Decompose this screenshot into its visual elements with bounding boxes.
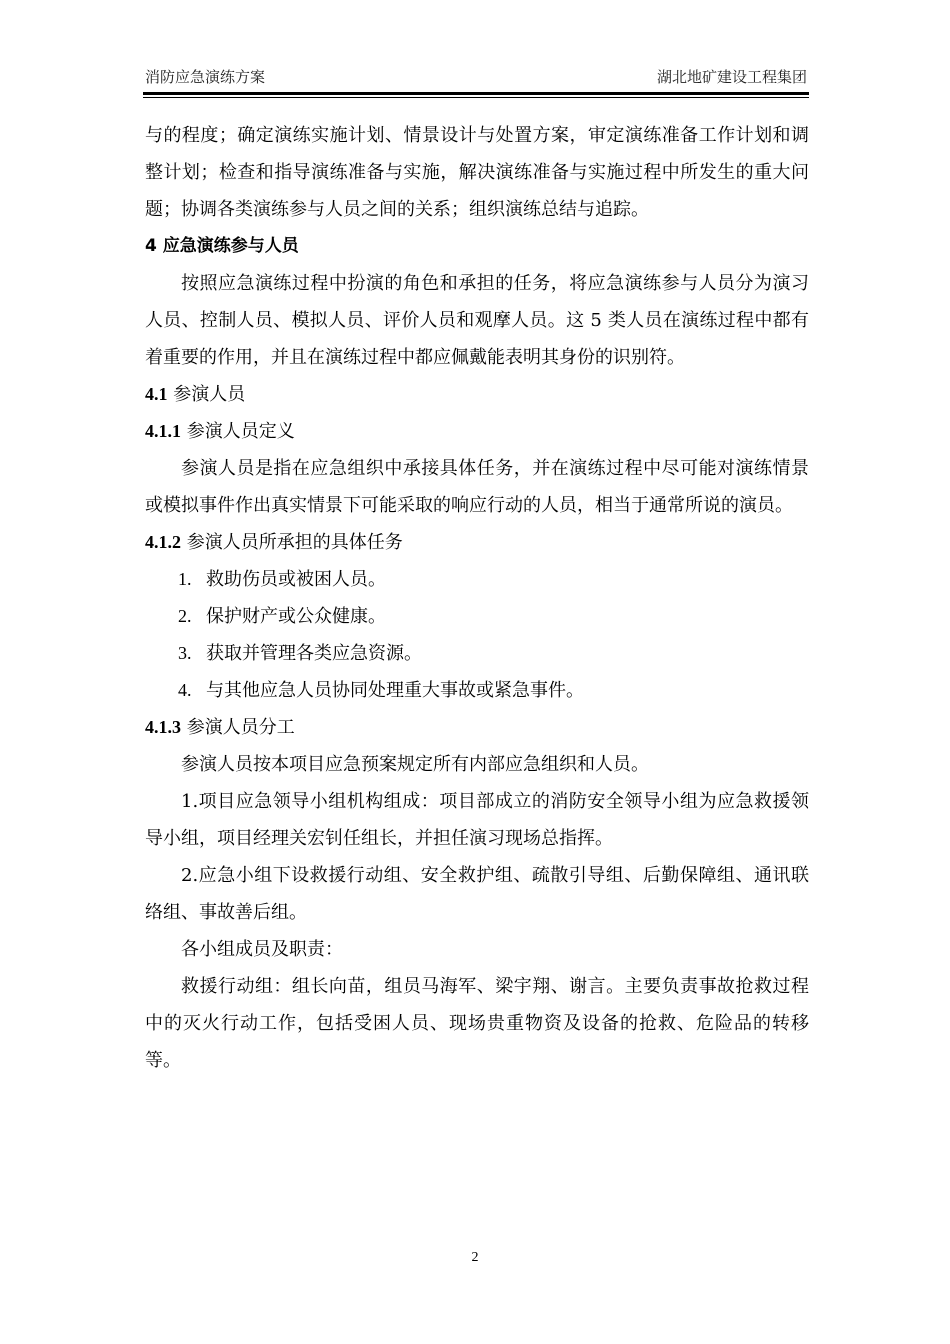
heading-text: 参演人员 — [167, 384, 246, 405]
heading-number: 4.1 — [145, 384, 168, 404]
heading-text: 参演人员分工 — [181, 717, 295, 738]
header-document-title: 消防应急演练方案 — [145, 68, 266, 86]
page-number: 2 — [471, 1250, 479, 1265]
section-heading-4-1-3 — [145, 709, 809, 746]
section-heading-4: 4 应急演练参与人员 — [145, 236, 299, 256]
section-heading-4-1 — [145, 376, 809, 413]
paragraph-division: 参演人员按本项目应急预案规定所有内部应急组织和人员。 — [181, 754, 649, 775]
task-list — [145, 561, 809, 709]
heading-number: 4.1.2 — [145, 532, 181, 552]
paragraph-members-duties: 各小组成员及职责： — [181, 939, 343, 960]
paragraph-leadership-group: 1.项目应急领导小组机构组成：项目部成立的消防安全领导小组为应急救援领导小组，项目经理关宏钊任组长，并担任演习现场总指挥。 — [145, 791, 809, 849]
heading-number: 4.1.3 — [145, 717, 181, 737]
list-item — [145, 672, 809, 709]
page-body — [145, 117, 809, 1079]
list-item-text: 获取并管理各类应急资源。 — [206, 643, 422, 664]
paragraph-definition: 参演人员是指在应急组织中承接具体任务，并在演练过程中尽可能对演练情景或模拟事件作出真实情景下可能采取的响应行动的人员，相当于通常所说的演员。 — [145, 458, 809, 516]
section-heading-4-1-2 — [145, 524, 809, 561]
header-company-name: 湖北地矿建设工程集团 — [656, 68, 807, 86]
list-item — [145, 561, 809, 598]
list-item-text: 保护财产或公众健康。 — [206, 606, 386, 627]
paragraph-participants-intro: 按照应急演练过程中扮演的角色和承担的任务，将应急演练参与人员分为演习人员、控制人员、模拟人员、评价人员和观摩人员。这 5 类人员在演练过程中都有着重要的作用，并且在演练过程中都应佩戴能表明其身份的识别符。 — [145, 273, 809, 368]
heading-text: 参演人员所承担的具体任务 — [181, 532, 403, 553]
paragraph-rescue-group: 救援行动组：组长向苗，组员马海军、梁宇翔、谢言。主要负责事故抢救过程中的灭火行动工作，包括受困人员、现场贵重物资及设备的抢救、危险品的转移等。 — [145, 976, 809, 1071]
header-rule-thin — [143, 97, 809, 98]
list-item-number: 1. — [178, 569, 192, 589]
list-item — [145, 598, 809, 635]
list-item — [145, 635, 809, 672]
heading-number: 4.1.1 — [145, 421, 181, 441]
list-item-number: 3. — [178, 643, 192, 663]
header-rule-thick — [143, 92, 809, 95]
paragraph-subgroups: 2.应急小组下设救援行动组、安全救护组、疏散引导组、后勤保障组、通讯联络组、事故善后组。 — [145, 865, 809, 923]
section-heading-4-1-1 — [145, 413, 809, 450]
list-item-text: 与其他应急人员协同处理重大事故或紧急事件。 — [206, 680, 584, 701]
list-item-number: 4. — [178, 680, 192, 700]
page-header — [143, 66, 809, 88]
list-item-number: 2. — [178, 606, 192, 626]
list-item-text: 救助伤员或被困人员。 — [206, 569, 386, 590]
paragraph-continued: 与的程度；确定演练实施计划、情景设计与处置方案，审定演练准备工作计划和调整计划；检查和指导演练准备与实施，解决演练准备与实施过程中所发生的重大问题；协调各类演练参与人员之间的关系；组织演练总结与追踪。 — [145, 125, 809, 220]
heading-text: 参演人员定义 — [181, 421, 295, 442]
